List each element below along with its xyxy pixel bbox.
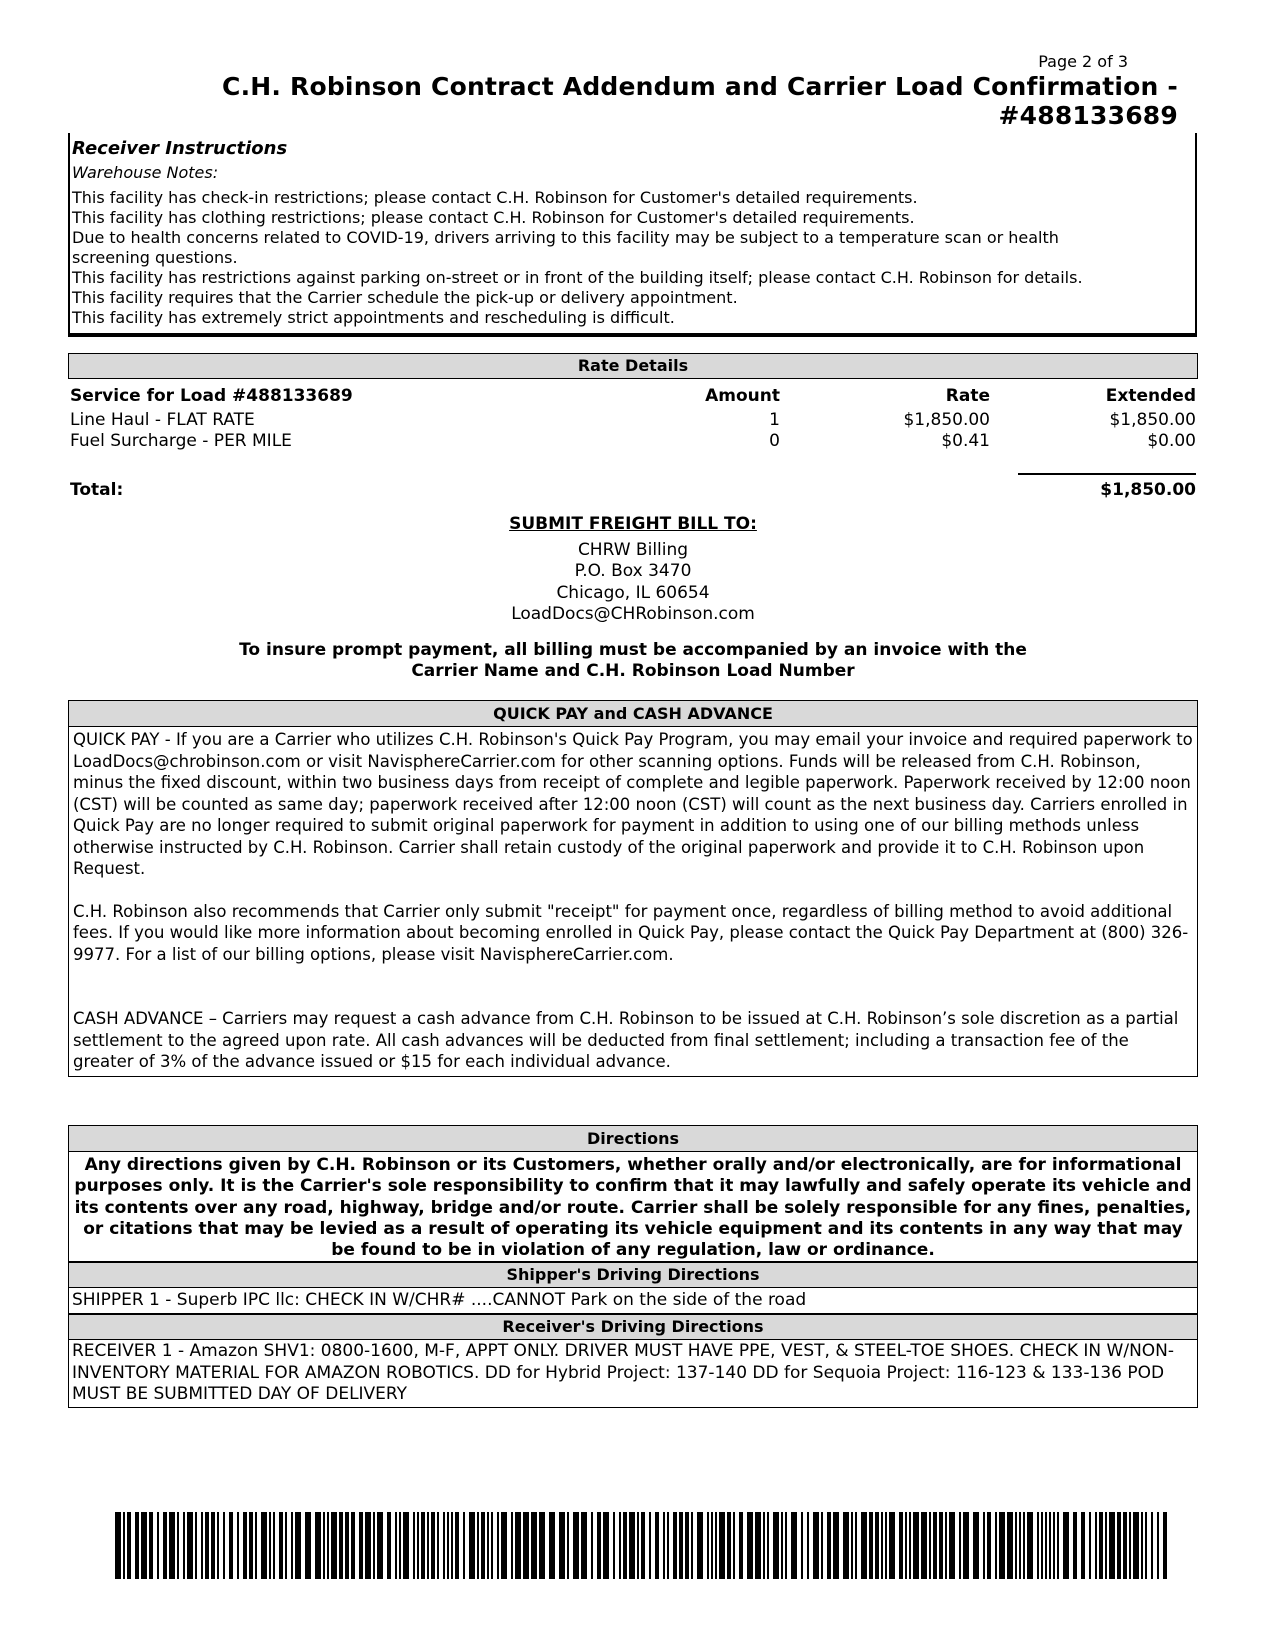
barcode-bar [1117,1512,1121,1579]
barcode-bar [243,1512,247,1579]
submit-bill-heading-text: SUBMIT FREIGHT BILL TO: [509,514,757,534]
directions-disclaimer: Any directions given by C.H. Robinson or its Customers, whether orally and/or electronically, are for informational purposes only. It is the Carrier's sole responsibility to confirm that it may lawfully and safely operate its vehicle and its contents over any road, highway, bridge and/or route. Carrier shall be solely responsible for any fines, penalties, or citations that may be levied as a result of operating its vehicle equipment and its contents in any way that may be found to be in violation of any regulation, law or ordinance. [68,1152,1198,1262]
barcode-bar [1015,1512,1017,1579]
barcode-bar [939,1512,943,1579]
barcode-bar [663,1512,665,1579]
barcode-bar [667,1512,669,1579]
barcode-bar [719,1512,725,1579]
barcode-bar [581,1512,587,1579]
receiver-directions-header: Receiver's Driving Directions [68,1314,1198,1340]
warehouse-notes-list [72,188,1187,328]
barcode-bar [913,1512,919,1579]
barcode-bar [567,1512,569,1579]
barcode-bar [1163,1512,1167,1579]
billing-city: Chicago, IL 60654 [556,582,710,603]
barcode-bar [995,1512,997,1579]
barcode-bar [1145,1512,1147,1579]
barcode-bar [141,1512,147,1579]
barcode-bar [123,1512,125,1579]
barcode-bar [679,1512,683,1579]
barcode-bar [497,1512,499,1579]
barcode-bar [899,1512,903,1579]
barcode-bar [881,1512,883,1579]
barcode-bar [613,1512,615,1579]
barcode-bar [421,1512,425,1579]
barcode-bar [399,1512,401,1579]
barcode-bar [813,1512,819,1579]
total-underline [1018,473,1196,475]
barcode-bar [1037,1512,1039,1579]
barcode-bar [685,1512,689,1579]
barcode-bar [269,1512,271,1579]
barcode-bar [323,1512,325,1579]
barcode-bar [619,1512,621,1579]
barcode-bar [1109,1512,1115,1579]
warehouse-note: This facility has restrictions against parking on-street or in front of the building itself; please contact C.H. Robinson for details. [72,268,1083,287]
barcode-bar [1129,1512,1131,1579]
barcode-bar [637,1512,639,1579]
barcode-bar [1049,1512,1051,1579]
barcode-bar [1123,1512,1127,1579]
barcode-bar [359,1512,363,1579]
barcode-bar [1157,1512,1159,1579]
barcode-bar [697,1512,703,1579]
barcode-bar [833,1512,839,1579]
barcode-bar [291,1512,293,1579]
barcode-bar [885,1512,887,1579]
barcode-bar [345,1512,349,1579]
rate-column-amount: Amount [705,386,780,406]
barcode-bar [1133,1512,1139,1579]
quick-pay-paragraph: QUICK PAY - If you are a Carrier who utilizes C.H. Robinson's Quick Pay Program, you may email your invoice and required paperwork to LoadDocs@chrobinson.com or visit NavisphereCarrier.com for other scanning options. Funds will be released from C.H. Robinson, minus the fixed discount, within two business days from receipt of complete and legible paperwork. Paperwork received by 12:00 noon (CST) will be counted as same day; paperwork received after 12:00 noon (CST) will count as the next business day. Carriers enrolled in Quick Pay are no longer required to submit original paperwork for payment in addition to using one of our billing methods unless otherwise instructed by C.H. Robinson. Carrier shall retain custody of the original paperwork and provide it to C.H. Robinson upon Request. [73,730,1193,878]
rate-extended-cell: $1,850.00 [1109,410,1196,430]
barcode-bar [781,1512,783,1579]
barcode-bar [447,1512,449,1579]
barcode-bar [477,1512,479,1579]
barcode-bar [1027,1512,1033,1579]
shipper-directions-header: Shipper's Driving Directions [68,1262,1198,1288]
barcode-bar [395,1512,397,1579]
barcode-bar [875,1512,879,1579]
barcode-bar [413,1512,415,1579]
barcode-bar [1141,1512,1143,1579]
barcode-bar [229,1512,233,1579]
submit-bill-heading [68,514,1198,535]
document-title: C.H. Robinson Contract Addendum and Carrier Load Confirmation - #488133689 [222,72,1178,130]
barcode-bar [649,1512,651,1579]
barcode-bar [237,1512,239,1579]
barcode-bar [733,1512,735,1579]
barcode-bar [1073,1512,1077,1579]
barcode-bar [201,1512,203,1579]
barcode-bar [331,1512,337,1579]
shipper-directions-text: SHIPPER 1 - Superb IPC llc: CHECK IN W/CHR# ....CANNOT Park on the side of the road [68,1288,1198,1314]
barcode-bar [591,1512,593,1579]
warehouse-note: This facility has clothing restrictions; please contact C.H. Robinson for Customer's detailed requirements. [72,208,915,227]
quick-pay-header: QUICK PAY and CASH ADVANCE [68,700,1198,727]
barcode-bar [869,1512,873,1579]
warehouse-note: This facility has check-in restrictions; please contact C.H. Robinson for Customer's detailed requirements. [72,188,918,207]
billing-po-box: P.O. Box 3470 [574,561,692,582]
receiver-instructions-section [68,133,1197,337]
barcode-bar [177,1512,179,1579]
barcode-bar [295,1512,301,1579]
rate-rate-cell: $0.41 [941,431,990,451]
barcode-bar [843,1512,849,1579]
barcode-bar [987,1512,991,1579]
barcode-bar [285,1512,287,1579]
barcode-bar [1089,1512,1091,1579]
barcode-bar [603,1512,609,1579]
barcode-bar [1007,1512,1013,1579]
barcode-bar [715,1512,717,1579]
total-value: $1,850.00 [1100,480,1196,500]
rate-extended-cell: $0.00 [1147,431,1196,451]
cash-advance-paragraph: CASH ADVANCE – Carriers may request a cash advance from C.H. Robinson to be issued at C.H. Robinson’s sole discretion as a partial settlement to the agreed upon rate. All cash advances will be deducted from final settlement; including a transaction fee of the greater of 3% of the advance issued or $15 for each individual advance. [73,1009,1179,1071]
barcode-bar [469,1512,475,1579]
rate-details-header: Rate Details [68,353,1198,379]
barcode-bar [597,1512,601,1579]
barcode-bar [691,1512,693,1579]
barcode-bar [767,1512,769,1579]
barcode-bar [623,1512,627,1579]
barcode-bar [127,1512,131,1579]
rate-column-extended: Extended [1105,386,1196,406]
barcode-bar [1023,1512,1025,1579]
barcode-bar [451,1512,453,1579]
barcode-bar [487,1512,489,1579]
barcode-bar [945,1512,947,1579]
barcode-bar [351,1512,355,1579]
barcode-bar [195,1512,197,1579]
rate-rate-cell: $1,850.00 [903,410,990,430]
warehouse-notes-label: Warehouse Notes: [72,163,219,182]
page-number: Page 2 of 3 [1038,52,1128,71]
barcode-bar [983,1512,985,1579]
barcode-bar [523,1512,529,1579]
barcode-bar [501,1512,507,1579]
barcode-bar [963,1512,969,1579]
barcode-bar [821,1512,823,1579]
barcode-bar [115,1512,121,1579]
billing-notice-line: To insure prompt payment, all billing must be accompanied by an invoice with the [239,640,1027,660]
barcode-bar [1151,1512,1153,1579]
barcode-bar [559,1512,565,1579]
barcode-bar [855,1512,857,1579]
barcode-bar [999,1512,1005,1579]
barcode-bar [217,1512,219,1579]
rate-amount-cell: 0 [769,431,780,451]
barcode-bar [427,1512,429,1579]
barcode-bar [1057,1512,1059,1579]
barcode-bar [481,1512,485,1579]
barcode-bar [135,1512,139,1579]
barcode-bar [755,1512,761,1579]
barcode-bar [1019,1512,1021,1579]
quick-pay-paragraph: C.H. Robinson also recommends that Carrier only submit "receipt" for payment once, regardless of billing method to avoid additional fees. If you would like more information about becoming enrolled in Quick Pay, please contact the Quick Pay Department at (800) 326-9977. For a list of our billing options, please visit NavisphereCarrier.com. [73,901,1189,964]
rate-column-rate: Rate [945,386,990,406]
barcode-bar [223,1512,225,1579]
barcode-bar [1095,1512,1097,1579]
barcode-bar [261,1512,267,1579]
barcode-bar [791,1512,797,1579]
barcode-bar [183,1512,185,1579]
billing-notice-line: Carrier Name and C.H. Robinson Load Number [411,661,855,681]
rate-amount-cell: 1 [769,410,780,430]
barcode-bar [949,1512,955,1579]
barcode-bar [327,1512,329,1579]
barcode-bar [1053,1512,1055,1579]
receiver-instructions-heading: Receiver Instructions [72,138,288,159]
barcode-bar [747,1512,753,1579]
rate-column-service: Service for Load #488133689 [70,386,353,406]
barcode-bar [851,1512,853,1579]
barcode-bar [785,1512,787,1579]
barcode-bar [455,1512,459,1579]
barcode-bar [463,1512,465,1579]
barcode-bar [315,1512,321,1579]
barcode-bar [641,1512,645,1579]
barcode-bar [1041,1512,1043,1579]
barcode-bar [905,1512,907,1579]
barcode-bar [491,1512,493,1579]
barcode-bar [707,1512,709,1579]
barcode-bar [1063,1512,1069,1579]
barcode-bar [373,1512,375,1579]
barcode-bar [933,1512,937,1579]
barcode-bar [539,1512,545,1579]
barcode-bar [515,1512,521,1579]
barcode-bar [1105,1512,1107,1579]
barcode-bar [157,1512,159,1579]
barcode-bar [279,1512,283,1579]
billing-email: LoadDocs@CHRobinson.com [511,603,755,624]
barcode-bar [187,1512,193,1579]
barcode-bar [417,1512,419,1579]
warehouse-note: screening questions. [72,248,238,267]
barcode-bar [973,1512,979,1579]
barcode-bar [443,1512,445,1579]
barcode-bar [1099,1512,1103,1579]
barcode-bar [273,1512,275,1579]
barcode-bar [573,1512,579,1579]
barcode-bar [549,1512,555,1579]
barcode-bar [431,1512,435,1579]
warehouse-note: This facility requires that the Carrier schedule the pick-up or delivery appointment. [72,288,738,307]
rate-service-cell: Fuel Surcharge - PER MILE [70,431,292,451]
barcode-bar [365,1512,371,1579]
barcode-bar [921,1512,927,1579]
barcode-bar [403,1512,409,1579]
barcode-bar [861,1512,867,1579]
barcode-bar [959,1512,961,1579]
billing-address [68,540,1198,625]
billing-notice [68,640,1198,682]
barcode-bar [673,1512,677,1579]
barcode-bar [827,1512,831,1579]
barcode-bar [437,1512,439,1579]
barcode-bar [305,1512,311,1579]
warehouse-note: Due to health concerns related to COVID-19, drivers arriving to this facility may be subject to a temperature scan or health [72,228,1059,247]
barcode-bar [511,1512,513,1579]
barcode-bar [249,1512,253,1579]
barcode-bar [1081,1512,1085,1579]
billing-name: CHRW Billing [577,540,689,560]
barcode-bar [339,1512,343,1579]
barcode-bar [711,1512,713,1579]
receiver-directions-text: RECEIVER 1 - Amazon SHV1: 0800-1600, M-F, APPT ONLY. DRIVER MUST HAVE PPE, VEST, & STEEL-TOE SHOES. CHECK IN W/NON-INVENTORY MATERIAL FOR AMAZON ROBOTICS. DD for Hybrid Project: 137-140 DD for Sequoia Project: 116-123 & 133-136 POD MUST BE SUBMITTED DAY OF DELIVERY [68,1340,1198,1408]
warehouse-note: This facility has extremely strict appointments and rescheduling is difficult. [72,308,675,327]
barcode-bar [727,1512,731,1579]
directions-header: Directions [68,1125,1198,1152]
barcode-bar [801,1512,803,1579]
barcode-bar [211,1512,215,1579]
barcode-bar [629,1512,635,1579]
barcode-bar [163,1512,167,1579]
barcode-bar [763,1512,765,1579]
rate-service-cell: Line Haul - FLAT RATE [70,410,255,430]
barcode-bar [387,1512,391,1579]
quick-pay-body [68,727,1198,1077]
barcode-bar [773,1512,779,1579]
barcode-bar [149,1512,153,1579]
barcode-bar [929,1512,931,1579]
barcode-bar [255,1512,257,1579]
barcode-bar [655,1512,659,1579]
barcode-bar [169,1512,175,1579]
barcode-bar [531,1512,537,1579]
total-label: Total: [70,480,124,500]
barcode-bar [205,1512,209,1579]
barcode-bar [889,1512,895,1579]
barcode-image [115,1512,1170,1579]
barcode-bar [909,1512,911,1579]
barcode-bar [807,1512,809,1579]
barcode-bar [739,1512,743,1579]
barcode-bar [377,1512,383,1579]
barcode-bar [1045,1512,1047,1579]
